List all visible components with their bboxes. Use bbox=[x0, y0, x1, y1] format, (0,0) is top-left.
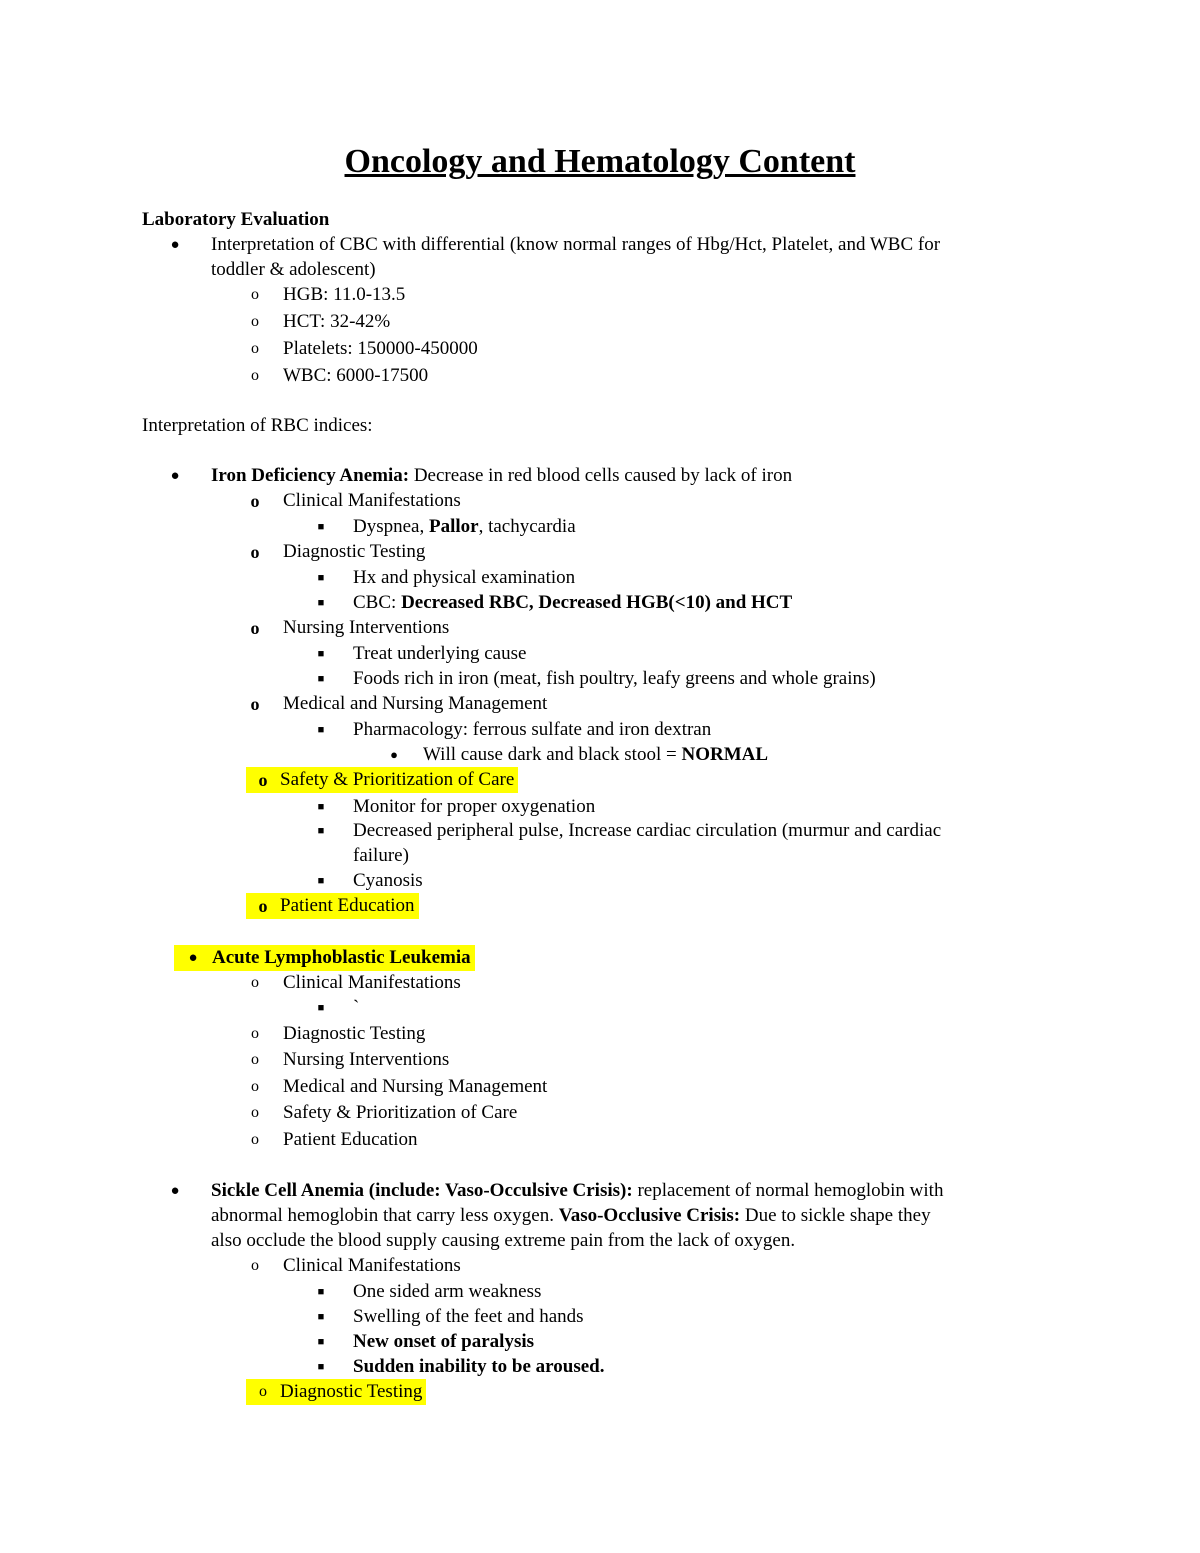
list-item-highlighted: Safety & Prioritization of Care bbox=[280, 767, 518, 793]
list-item: Clinical Manifestations bbox=[283, 1255, 461, 1276]
bullet-square-icon: ■ bbox=[317, 597, 325, 609]
bullet-o-icon: o bbox=[246, 893, 280, 919]
list-item: HCT: 32-42% bbox=[283, 311, 391, 332]
list-item: Medical and Nursing Management bbox=[283, 693, 548, 714]
bullet-dot-icon: ● bbox=[170, 468, 180, 484]
bullet-o-icon: o bbox=[250, 618, 260, 638]
list-item-cont: abnormal hemoglobin that carry less oxygen. Vaso-Occlusive Crisis: Due to sickle shape they bbox=[211, 1205, 931, 1226]
list-item: Nursing Interventions bbox=[283, 1049, 450, 1070]
bullet-o-icon: o bbox=[251, 1078, 259, 1095]
list-item: Will cause dark and black stool = NORMAL bbox=[423, 744, 769, 765]
list-item: ` bbox=[353, 997, 360, 1018]
list-item: Dyspnea, Pallor, tachycardia bbox=[353, 516, 576, 537]
list-item: Hx and physical examination bbox=[353, 567, 576, 588]
bullet-square-icon: ■ bbox=[317, 673, 325, 685]
bullet-o-icon: o bbox=[251, 286, 259, 303]
bullet-o-icon: o bbox=[251, 1257, 259, 1274]
bullet-o-icon: o bbox=[250, 694, 260, 714]
list-item: Clinical Manifestations bbox=[283, 490, 461, 511]
bullet-square-icon: ■ bbox=[317, 875, 325, 887]
list-item: Medical and Nursing Management bbox=[283, 1076, 548, 1097]
list-item: WBC: 6000-17500 bbox=[283, 365, 429, 386]
bullet-o-icon: o bbox=[250, 542, 260, 562]
bullet-square-icon: ■ bbox=[317, 648, 325, 660]
bullet-dot-icon: ● bbox=[170, 1183, 180, 1199]
list-item: Safety & Prioritization of Care bbox=[283, 1102, 518, 1123]
list-item: Interpretation of CBC with differential (know normal ranges of Hbg/Hct, Platelet, and WBC for bbox=[211, 234, 941, 255]
bullet-square-icon: ■ bbox=[317, 1002, 325, 1014]
bullet-o-icon: o bbox=[251, 1051, 259, 1068]
list-item-cont: also occlude the blood supply causing extreme pain from the lack of oxygen. bbox=[211, 1230, 796, 1251]
bullet-square-icon: ■ bbox=[317, 1286, 325, 1298]
bullet-square-icon: ■ bbox=[317, 1361, 325, 1373]
page-title: Oncology and Hematology Content bbox=[344, 143, 856, 180]
list-item: One sided arm weakness bbox=[353, 1281, 542, 1302]
bullet-o-icon: o bbox=[246, 767, 280, 793]
bullet-square-icon: ■ bbox=[317, 1311, 325, 1323]
bullet-o-icon: o bbox=[251, 974, 259, 991]
bullet-square-icon: ■ bbox=[317, 1336, 325, 1348]
bullet-square-icon: ■ bbox=[317, 572, 325, 584]
list-item: CBC: Decreased RBC, Decreased HGB(<10) and HCT bbox=[353, 592, 793, 613]
list-item-ida: Iron Deficiency Anemia: Decrease in red blood cells caused by lack of iron bbox=[211, 465, 793, 486]
list-item: Pharmacology: ferrous sulfate and iron dextran bbox=[353, 719, 712, 740]
list-item: New onset of paralysis bbox=[353, 1331, 535, 1352]
bullet-square-icon: ■ bbox=[317, 724, 325, 736]
list-item: Swelling of the feet and hands bbox=[353, 1306, 584, 1327]
list-item: Clinical Manifestations bbox=[283, 972, 461, 993]
list-item: Diagnostic Testing bbox=[283, 1023, 426, 1044]
bullet-dot-icon: ● bbox=[174, 945, 212, 971]
list-item: Treat underlying cause bbox=[353, 643, 527, 664]
list-item-highlighted: Patient Education bbox=[280, 893, 419, 919]
bullet-o-icon: o bbox=[251, 1025, 259, 1042]
section-heading-rbc: Interpretation of RBC indices: bbox=[142, 415, 373, 436]
list-item-highlighted: Diagnostic Testing bbox=[280, 1379, 426, 1405]
bullet-square-icon: ■ bbox=[317, 521, 325, 533]
list-item: Diagnostic Testing bbox=[283, 541, 426, 562]
bullet-o-icon: o bbox=[246, 1379, 280, 1405]
list-item-cont: failure) bbox=[353, 845, 409, 866]
list-item: HGB: 11.0-13.5 bbox=[283, 284, 406, 305]
list-item: Sudden inability to be aroused. bbox=[353, 1356, 605, 1377]
bullet-dot-icon: ● bbox=[170, 237, 180, 253]
bullet-o-icon: o bbox=[251, 367, 259, 384]
list-item: Monitor for proper oxygenation bbox=[353, 796, 596, 817]
bullet-o-icon: o bbox=[251, 340, 259, 357]
bullet-square-icon: ■ bbox=[317, 801, 325, 813]
bullet-o-icon: o bbox=[251, 313, 259, 330]
bullet-o-icon: o bbox=[250, 491, 260, 511]
list-item: Nursing Interventions bbox=[283, 617, 450, 638]
bullet-dot-icon: ● bbox=[390, 747, 398, 762]
list-item: Foods rich in iron (meat, fish poultry, leafy greens and whole grains) bbox=[353, 668, 876, 689]
list-item-cont: toddler & adolescent) bbox=[211, 259, 376, 280]
list-item: Platelets: 150000-450000 bbox=[283, 338, 478, 359]
bullet-o-icon: o bbox=[251, 1104, 259, 1121]
list-item-all: Acute Lymphoblastic Leukemia bbox=[212, 945, 475, 971]
list-item: Decreased peripheral pulse, Increase cardiac circulation (murmur and cardiac bbox=[353, 820, 942, 841]
list-item: Cyanosis bbox=[353, 870, 423, 891]
list-item-sca: Sickle Cell Anemia (include: Vaso-Occulsive Crisis): replacement of normal hemoglobin with bbox=[211, 1180, 944, 1201]
bullet-o-icon: o bbox=[251, 1131, 259, 1148]
bullet-square-icon: ■ bbox=[317, 825, 325, 837]
list-item: Patient Education bbox=[283, 1129, 418, 1150]
section-heading-lab: Laboratory Evaluation bbox=[142, 209, 330, 230]
